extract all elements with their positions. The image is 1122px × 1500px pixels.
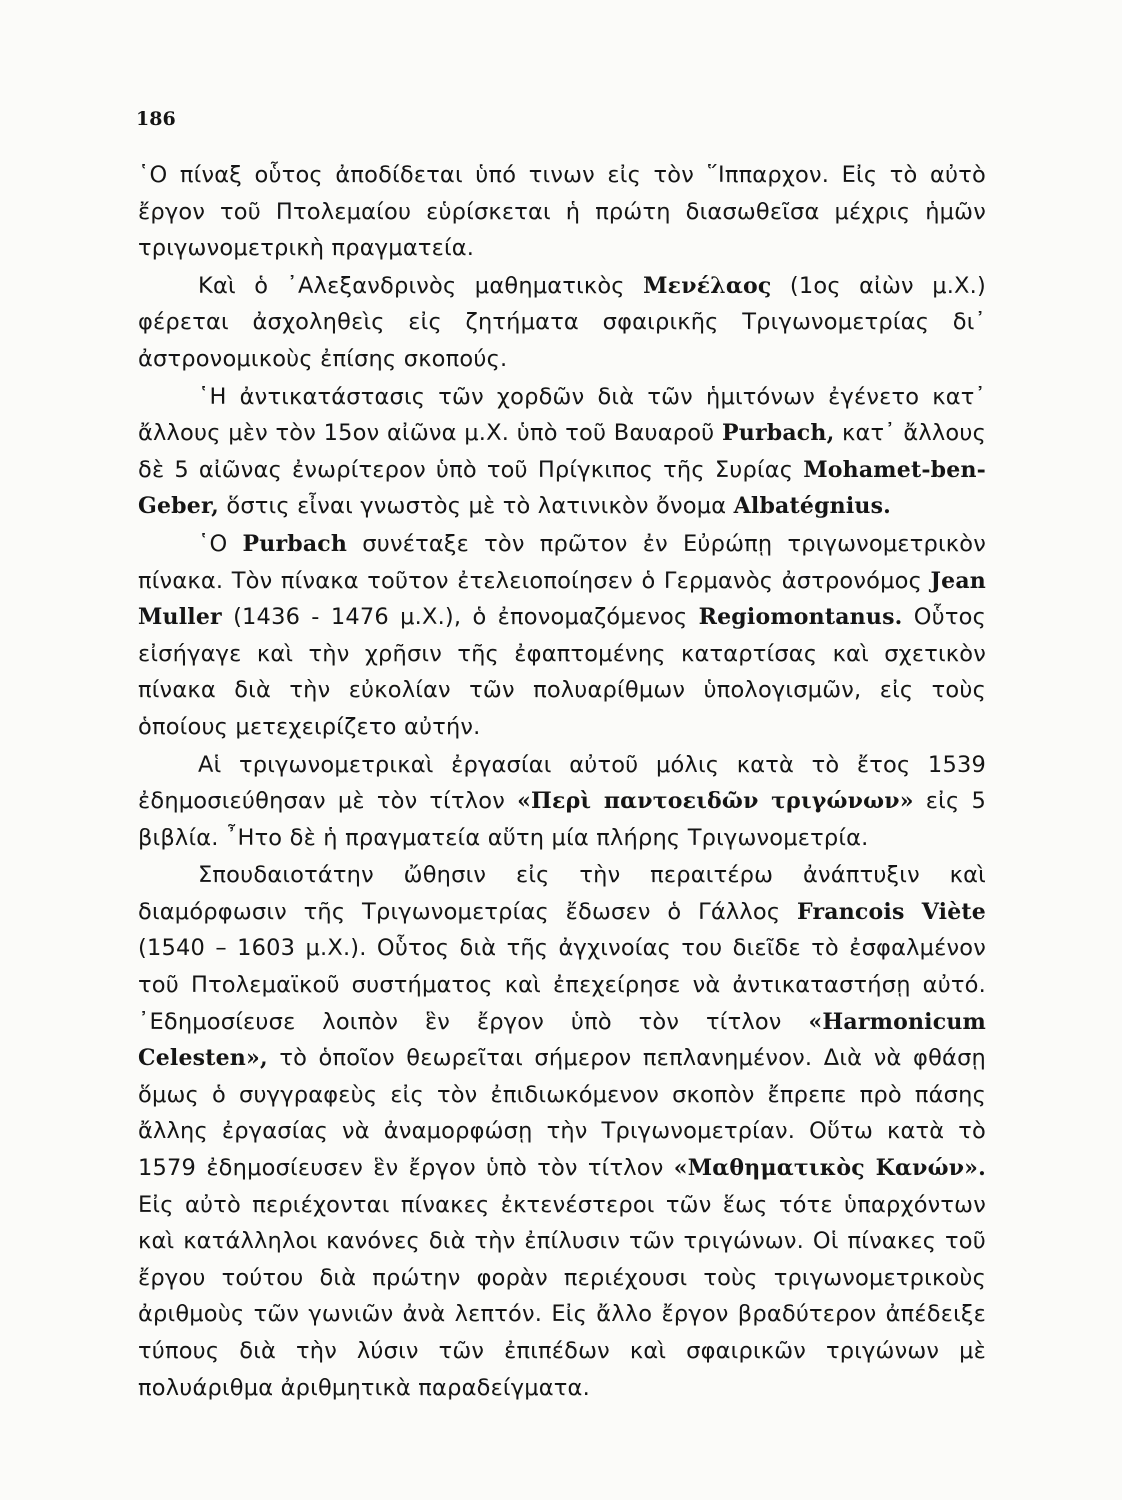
paragraph-text: Οὗτος εἰσήγαγε καὶ τὴν χρῆσιν τῆς ἐφαπτομένης καταρτίσας καὶ σχετικὸν πίνακα διὰ τὴν εὐκολίαν τῶν πολυαρίθμων ὑπολογισμῶν, εἰς τοὺς ὁποίους μετεχειρίζετο αὐτήν.	[138, 604, 986, 740]
title-peri-pantoeidon: «Περὶ παντοειδῶν τριγώνων»	[517, 788, 914, 815]
paragraph-regiomontanus	[138, 526, 986, 746]
name-menelaus: Μενέλαος	[643, 272, 772, 299]
name-viete: Francois Viète	[797, 898, 986, 925]
paragraph-sine-replacement	[138, 379, 986, 525]
paragraph-text: Εἰς αὐτὸ περιέχονται πίνακες ἐκτενέστεροι τῶν ἕως τότε ὑπαρχόντων καὶ κατάλληλοι κανόνες διὰ τὴν ἐπίλυσιν τῶν τριγώνων. Οἱ πίνακες τοῦ ἔργου τούτου διὰ πρώτην φορὰν περιέχουσι τοὺς τριγωνομετρικοὺς ἀριθμοὺς τῶν γωνιῶν ἀνὰ λεπτόν. Εἰς ἄλλο ἔργον βραδύτερον ἀπέδειξε τύπους διὰ τὴν λύσιν τῶν ἐπιπέδων καὶ σφαιρικῶν τριγώνων μὲ πολυάριθμα ἀριθμητικὰ παραδείγματα.	[138, 1191, 986, 1401]
paragraph-text: Αἱ τριγωνομετρικαὶ ἐργασίαι αὐτοῦ μόλις κατὰ τὸ ἔτος 1539 ἐδημοσιεύθησαν μὲ τὸν τίτλον	[138, 751, 986, 815]
name-regiomontanus: Regiomontanus.	[698, 604, 903, 631]
paragraph-text: (1436 - 1476 μ.Χ.), ὁ ἐπονομαζόμενος	[221, 604, 699, 631]
paragraph-text: ῾Ο	[198, 530, 243, 557]
paragraph-text: κατ᾽ ἄλλους δὲ 5 αἰῶνας ἐνωρίτερον ὑπὸ τοῦ Πρίγκιπος τῆς Συρίας	[138, 420, 986, 483]
paragraph-text: Σπουδαιοτάτην ὤθησιν εἰς τὴν περαιτέρω ἀνάπτυξιν καὶ διαμόρφωσιν τῆς Τριγωνομετρίας ἔδωσεν ὁ Γάλλος	[138, 862, 986, 925]
paragraph-text: (1ος αἰὼν μ.Χ.) φέρεται ἀσχοληθεὶς εἰς ζητήματα σφαιρικῆς Τριγωνομετρίας δι᾽ ἀστρονομικοὺς ἐπίσης σκοπούς.	[138, 272, 987, 372]
name-purbach: Purbach	[242, 530, 348, 557]
paragraph-text: ῾Ο πίναξ οὗτος ἀποδίδεται ὑπό τινων εἰς τὸν ῞Ιππαρχον. Εἰς τὸ αὐτὸ ἔργον τοῦ Πτολεμαίου εὑρίσκεται ἡ πρώτη διασωθεῖσα μέχρις ἡμῶν τριγωνομετρικὴ πραγματεία.	[138, 162, 986, 262]
title-harmonicum-celesten: «Harmonicum Celesten»,	[138, 1008, 986, 1072]
paragraph-text: ὅστις εἶναι γνωστὸς μὲ τὸ λατινικὸν ὄνομα	[219, 493, 734, 520]
page-number: 186	[136, 108, 176, 130]
paragraph-text: ῾Η ἀντικατάστασις τῶν χορδῶν διὰ τῶν ἡμιτόνων ἐγένετο κατ᾽ ἄλλους μὲν τὸν 15ον αἰῶνα μ.Χ. ὑπὸ τοῦ Βαυαροῦ	[138, 383, 986, 447]
paragraph-text: (1540 – 1603 μ.Χ.). Οὗτος διὰ τῆς ἀγχινοίας του διεῖδε τὸ ἐσφαλμένον τοῦ Πτολεμαϊκοῦ συστήματος καὶ ἐπεχείρησε νὰ ἀντικαταστήσῃ αὐτό. ᾽Εδημοσίευσε λοιπὸν ἓν ἔργον ὑπὸ τὸν τίτλον	[138, 935, 986, 1035]
paragraph-menelaus	[138, 268, 986, 378]
text-body	[138, 157, 986, 1406]
paragraph-text: συνέταξε τὸν πρῶτον ἐν Εὐρώπῃ τριγωνομετρικὸν πίνακα. Τὸν πίνακα τοῦτον ἐτελειοποίησεν ὁ Γερμανὸς ἀστρονόμος	[138, 530, 986, 594]
name-purbach: Purbach,	[722, 420, 835, 447]
name-albategnius: Albatégnius.	[733, 493, 892, 520]
paragraph-text: Καὶ ὁ ᾽Αλεξανδρινὸς μαθηματικὸς	[198, 272, 644, 299]
paragraph-hipparchus	[138, 157, 986, 267]
name-mohamet-ben-geber: Mohamet-ben-Geber,	[138, 456, 986, 520]
title-mathematikos-kanon: «Μαθηματικὸς Κανών».	[673, 1155, 986, 1182]
paragraph-text: τὸ ὁποῖον θεωρεῖται σήμερον πεπλανημένον. Διὰ νὰ φθάσῃ ὅμως ὁ συγγραφεὺς εἰς τὸν ἐπιδιωκόμενον σκοπὸν ἔπρεπε πρὸ πάσης ἄλλης ἐργασίας νὰ ἀναμορφώσῃ τὴν Τριγωνομετρίαν. Οὕτω κατὰ τὸ 1579 ἐδημοσίευσεν ἓν ἔργον ὑπὸ τὸν τίτλον	[138, 1045, 986, 1182]
paragraph-text: εἰς 5 βιβλία. ῏Ητο δὲ ἡ πραγματεία αὕτη μία πλήρης Τριγωνομετρία.	[138, 788, 986, 851]
name-jean-muller: Jean Muller	[138, 567, 986, 631]
paragraph-viete	[138, 857, 986, 1406]
paragraph-1539-publication	[138, 747, 986, 857]
